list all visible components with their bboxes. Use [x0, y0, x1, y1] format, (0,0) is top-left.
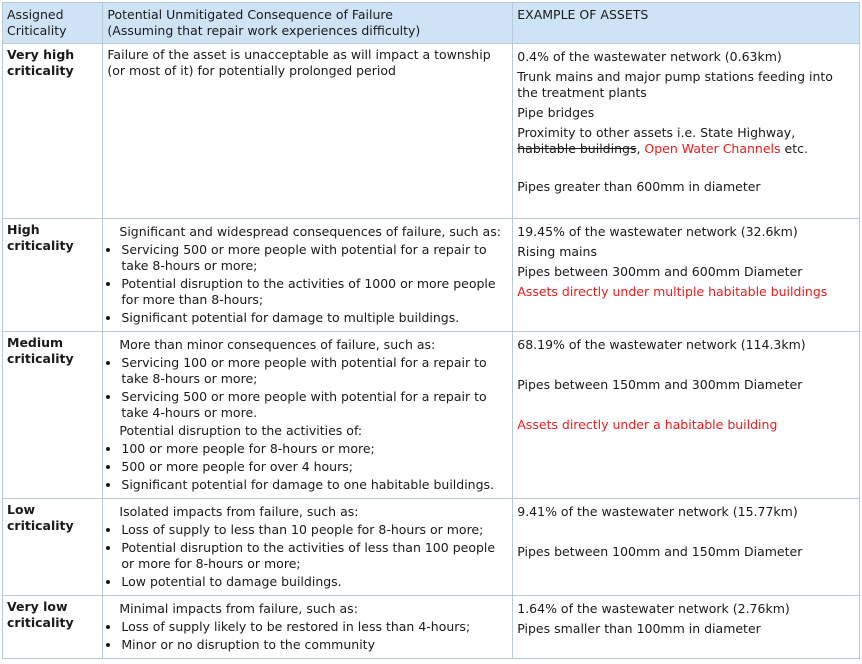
asset-text: , — [636, 141, 645, 156]
criticality-very-low: Very low criticality — [3, 596, 103, 659]
consequence-list — [107, 619, 508, 653]
table-row — [3, 44, 860, 219]
list-item: • Low potential to damage buildings. — [121, 574, 508, 590]
header-consequence-subtitle: (Assuming that repair work experiences difficulty) — [107, 23, 421, 38]
consequence-intro: More than minor consequences of failure, such as: — [119, 337, 436, 352]
assets-low — [513, 499, 860, 596]
criticality-low: Low criticality — [3, 499, 103, 596]
asset-item: 19.45% of the wastewater network (32.6km) — [517, 224, 798, 239]
assets-medium — [513, 332, 860, 499]
consequence-intro-secondary: Potential disruption to the activities of: — [119, 423, 363, 438]
header-consequence-title: Potential Unmitigated Consequence of Failure — [107, 7, 393, 22]
consequence-list — [107, 441, 508, 493]
list-item: • Servicing 100 or more people with potential for a repair to take 8-hours or more; — [121, 355, 508, 387]
red-asset-item: Assets directly under multiple habitable buildings — [517, 284, 828, 299]
red-asset-text: Open Water Channels — [644, 141, 781, 156]
list-item: • Loss of supply likely to be restored in less than 4-hours; — [121, 619, 508, 635]
list-item: • Servicing 500 or more people with potential for a repair to take 4-hours or more. — [121, 389, 508, 421]
consequence-very-high: Failure of the asset is unacceptable as will impact a township (or most of it) for potentially prolonged period — [103, 44, 513, 219]
asset-item: Rising mains — [517, 244, 597, 259]
header-consequence — [103, 3, 513, 44]
criticality-high: High criticality — [3, 219, 103, 332]
consequence-list — [107, 242, 508, 326]
list-item: • Loss of supply to less than 10 people for 8-hours or more; — [121, 522, 508, 538]
consequence-intro: Minimal impacts from failure, such as: — [119, 601, 358, 616]
consequence-intro: Isolated impacts from failure, such as: — [119, 504, 359, 519]
consequence-low — [103, 499, 513, 596]
consequence-intro: Significant and widespread consequences of failure, such as: — [119, 224, 501, 239]
list-item: • Servicing 500 or more people with potential for a repair to take 8-hours or more; — [121, 242, 508, 274]
asset-item: 9.41% of the wastewater network (15.77km) — [517, 504, 798, 519]
header-example-assets: EXAMPLE OF ASSETS — [513, 3, 860, 44]
consequence-list — [107, 355, 508, 421]
list-item: • Potential disruption to the activities of 1000 or more people for more than 8-hours; — [121, 276, 508, 308]
list-item: • 500 or more people for over 4 hours; — [121, 459, 508, 475]
assets-very-low — [513, 596, 860, 659]
consequence-medium — [103, 332, 513, 499]
header-assigned-criticality: Assigned Criticality — [3, 3, 103, 44]
asset-item: 1.64% of the wastewater network (2.76km) — [517, 601, 790, 616]
red-asset-item: Assets directly under a habitable building — [517, 417, 778, 432]
consequence-list — [107, 522, 508, 590]
asset-item: Pipes between 300mm and 600mm Diameter — [517, 264, 803, 279]
assets-high — [513, 219, 860, 332]
asset-item: 68.19% of the wastewater network (114.3km) — [517, 337, 806, 352]
asset-item: Pipe bridges — [517, 105, 595, 120]
list-item: • Significant potential for damage to one habitable buildings. — [121, 477, 508, 493]
criticality-table — [2, 2, 860, 659]
asset-item: Pipes between 150mm and 300mm Diameter — [517, 377, 803, 392]
list-item: • Potential disruption to the activities of less than 100 people or more for 8-hours or more; — [121, 540, 508, 572]
asset-item: 0.4% of the wastewater network (0.63km) — [517, 49, 782, 64]
table-row — [3, 499, 860, 596]
asset-item: Pipes smaller than 100mm in diameter — [517, 621, 761, 636]
assets-very-high — [513, 44, 860, 219]
criticality-very-high: Very high criticality — [3, 44, 103, 219]
consequence-very-low — [103, 596, 513, 659]
table-row — [3, 332, 860, 499]
struck-text: habitable buildings — [517, 141, 637, 156]
asset-item — [517, 125, 855, 157]
table-row — [3, 219, 860, 332]
list-item: • 100 or more people for 8-hours or more; — [121, 441, 508, 457]
table-row — [3, 596, 860, 659]
asset-item: Pipes greater than 600mm in diameter — [517, 179, 761, 194]
asset-item: Trunk mains and major pump stations feeding into the treatment plants — [517, 69, 833, 100]
asset-text: Proximity to other assets i.e. State Highway, — [517, 125, 796, 140]
table-header-row — [3, 3, 860, 44]
list-item: • Significant potential for damage to multiple buildings. — [121, 310, 508, 326]
asset-text: etc. — [780, 141, 808, 156]
criticality-medium: Medium criticality — [3, 332, 103, 499]
consequence-high — [103, 219, 513, 332]
list-item: • Minor or no disruption to the community — [121, 637, 508, 653]
asset-item: Pipes between 100mm and 150mm Diameter — [517, 544, 803, 559]
